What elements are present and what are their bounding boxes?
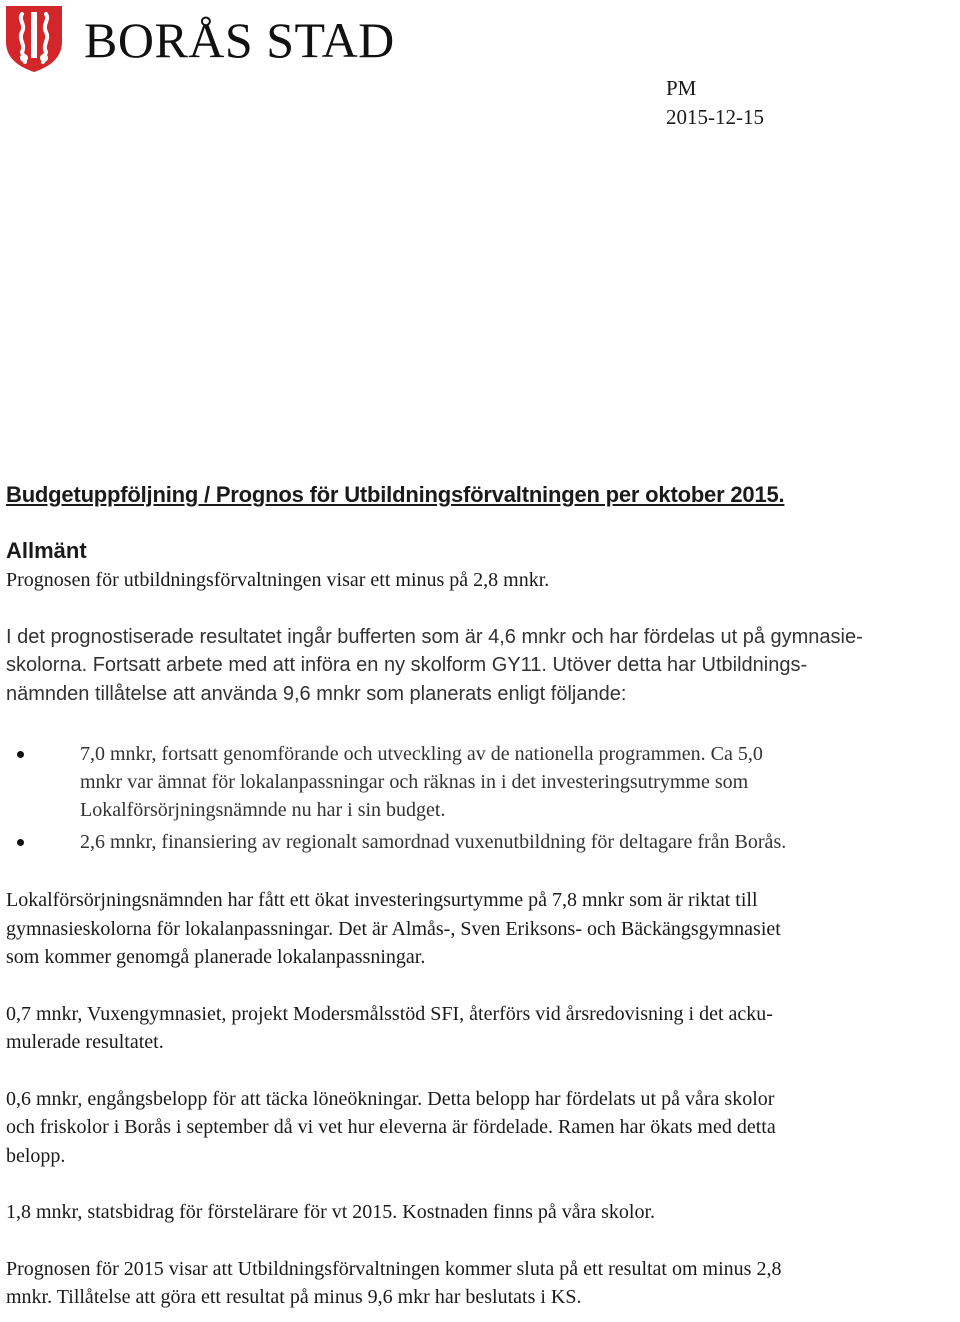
- text-line: mnkr. Tillåtelse att göra ett resultat på minus 9,6 mkr har beslutats i KS.: [6, 1286, 582, 1308]
- text-line: skolorna. Fortsatt arbete med att införa en ny skolform GY11. Utöver detta har Utbildnings-: [6, 654, 808, 676]
- text-line: som kommer genomgå planerade lokalanpassningar.: [6, 946, 426, 968]
- list-item: [6, 740, 958, 824]
- text-line: 1,8 mnkr, statsbidrag för förstelärare för vt 2015. Kostnaden finns på våra skolor.: [6, 1201, 656, 1223]
- doc-date: 2015-12-15: [666, 105, 764, 129]
- text-line: Lokalförsörjningsnämnden har fått ett ökat investeringsurtymme på 7,8 mnkr som är riktat till: [6, 889, 758, 911]
- text-line: mulerade resultatet.: [6, 1031, 164, 1053]
- text-line: belopp.: [6, 1144, 66, 1167]
- paragraph: [6, 1000, 958, 1057]
- text-line: 2,6 mnkr, finansiering av regionalt samordnad vuxenutbildning för deltagare från Borås.: [80, 831, 787, 853]
- text-line: nämnden tillåtelse att använda 9,6 mnkr som planerats enligt följande:: [6, 682, 627, 705]
- boras-stad-logo: [4, 4, 395, 74]
- list-item: [6, 828, 958, 856]
- text-line: och friskolor i Borås i september då vi vet hur eleverna är fördelade. Ramen har ökats med detta: [6, 1116, 776, 1138]
- document-meta: [666, 74, 764, 132]
- coat-of-arms-icon: [4, 4, 64, 74]
- text-line: I det prognostiserade resultatet ingår bufferten som är 4,6 mnkr och har fördelas ut på gymnasie-: [6, 625, 863, 648]
- doc-type: PM: [666, 76, 697, 100]
- paragraph: [6, 1085, 958, 1171]
- text-line: 0,7 mnkr, Vuxengymnasiet, projekt Modersmålsstöd SFI, återförs vid årsredovisning i det acku-: [6, 1002, 773, 1025]
- text-line: Prognosen för 2015 visar att Utbildningsförvaltningen kommer sluta på ett resultat om minus 2,8: [6, 1257, 782, 1280]
- document-body: [6, 480, 958, 1312]
- logo-text: BORÅS STAD: [84, 12, 395, 68]
- buffer-paragraph: [6, 623, 958, 709]
- text-line: 0,6 mnkr, engångsbelopp för att täcka löneökningar. Detta belopp har fördelats ut på våra skolor: [6, 1087, 775, 1110]
- text-line: 7,0 mnkr, fortsatt genomförande och utveckling av de nationella programmen. Ca 5,0: [80, 743, 763, 765]
- bullet-icon: [17, 839, 24, 846]
- bullet-icon: [17, 751, 24, 758]
- text-line: Lokalförsörjningsnämnde nu har i sin budget.: [80, 799, 446, 821]
- paragraph: [6, 1198, 958, 1227]
- paragraph: [6, 886, 958, 972]
- page-title: Budgetuppföljning / Prognos för Utbildningsförvaltningen per oktober 2015.: [6, 482, 785, 507]
- paragraph: [6, 1255, 958, 1312]
- section-heading: Allmänt: [6, 538, 87, 563]
- allocation-list: [6, 740, 958, 856]
- text-line: gymnasieskolorna för lokalanpassningar. Det är Almås-, Sven Eriksons- och Bäckängsgymnasiet: [6, 917, 781, 940]
- intro-paragraph: Prognosen för utbildningsförvaltningen visar ett minus på 2,8 mnkr.: [6, 569, 550, 591]
- text-line: mnkr var ämnat för lokalanpassningar och räknas in i det investeringsutrymme som: [80, 771, 749, 793]
